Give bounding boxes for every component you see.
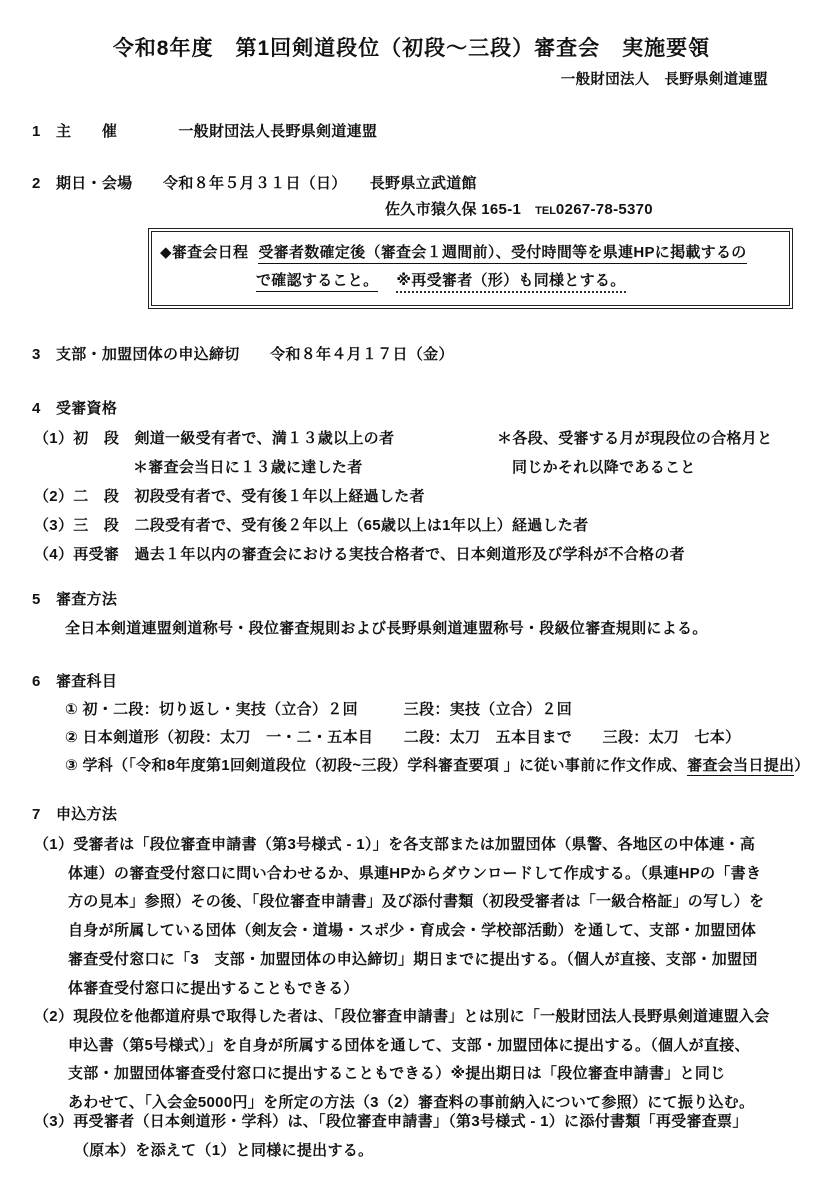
doc-organization: 一般財団法人 長野県剣道連盟 xyxy=(560,72,768,88)
venue-address: 佐久市猿久保 165-1 xyxy=(385,201,522,218)
subjects-list xyxy=(65,696,810,780)
application-p1-line3: 方の見本」参照）その後、「段位審査申請書」及び添付書類（初段受審者は「一級合格証」の写し）を xyxy=(68,893,765,911)
eligibility-list xyxy=(34,424,804,569)
method-body: 全日本剣道連盟剣道称号・段位審査規則および長野県剣道連盟称号・段級位審査規則による。 xyxy=(65,620,708,637)
eligibility-note-right-2: 同じかそれ以降であること xyxy=(512,459,696,476)
schedule-instruction-part2: で確認すること。 xyxy=(256,272,378,292)
doc-title: 令和8年度 第1回剣道段位（初段～三段）審査会 実施要領 xyxy=(112,37,711,60)
section-eligibility-heading: 4 受審資格 xyxy=(32,400,118,417)
section-application-heading: 7 申込方法 xyxy=(32,806,118,823)
application-para-3 xyxy=(34,1108,748,1165)
application-p3-line1: （3）再受審者（日本剣道形・学科）は、「段位審査申請書」（第3号様式 - 1）に添付書類「再受審査票」 xyxy=(34,1113,748,1130)
eligibility-sandan-text: （3）三 段 二段受有者で、受有後２年以上（65歳以上は1年以上）経過した者 xyxy=(34,517,589,534)
eligibility-nidan-text: （2）二 段 初段受有者で、受有後１年以上経過した者 xyxy=(34,488,425,505)
application-para-1 xyxy=(34,831,764,1003)
subject-item-3 xyxy=(65,752,810,780)
eligibility-shodan-text: （1）初 段 剣道一級受有者で、満１３歳以上の者 xyxy=(34,430,395,447)
application-p1-line5: 審査受付窓口に「3 支部・加盟団体の申込締切」期日までに提出する。（個人が直接、支部・加盟団 xyxy=(68,950,758,968)
subject-item-3-post: ） xyxy=(794,757,810,774)
eligibility-row-shodan xyxy=(34,424,804,453)
application-para-2 xyxy=(34,1003,770,1118)
section-deadline: 3 支部・加盟団体の申込締切 令和８年４月１７日（金） xyxy=(32,346,454,363)
application-p1-line6: 体審査受付窓口に提出することもできる） xyxy=(68,979,359,997)
eligibility-row-sandan xyxy=(34,511,804,540)
schedule-instruction-part1: 受審者数確定後（審査会１週間前）、受付時間等を県連HPに掲載するの xyxy=(258,244,746,264)
tel-label: TEL xyxy=(535,205,556,217)
eligibility-shodan-note-text: ＊審査会当日に１３歳に達した者 xyxy=(133,459,363,476)
application-p2-line4: あわせて、「入会金5000円」を所定の方法（3（2）審査料の事前納入について参照）にて振り込む。 xyxy=(68,1094,755,1112)
application-p1-line2: 体連）の審査受付窓口に問い合わせるか、県連HPからダウンロードして作成する。（県連HPの「書き xyxy=(68,864,762,882)
schedule-box xyxy=(148,228,793,309)
venue-tel: 0267-78-5370 xyxy=(555,201,653,218)
application-p1-line1: （1）受審者は「段位審査申請書（第3号様式 - 1）」を各支部または加盟団体（県警、各地区の中体連・高 xyxy=(34,836,756,853)
schedule-note: ※再受審者（形）も同様とする。 xyxy=(396,272,625,293)
subject-item-1: ① 初・二段：切り返し・実技（立合）２回 三段：実技（立合）２回 xyxy=(65,701,573,718)
schedule-box-inner xyxy=(151,231,790,306)
section-method-heading: 5 審査方法 xyxy=(32,591,118,608)
subject-item-2: ② 日本剣道形（初段：太刀 一・二・五本目 二段：太刀 五本目まで 三段：太刀 七本） xyxy=(65,729,741,746)
venue-address-line xyxy=(385,198,653,219)
section-subjects-heading: 6 審査科目 xyxy=(32,673,118,690)
schedule-box-line-1 xyxy=(160,239,781,267)
eligibility-note-right-1: ＊各段、受審する月が現段位の合格月と xyxy=(497,430,773,447)
application-p1-line4: 自身が所属している団体（剣友会・道場・スポ少・育成会・学校部活動）を通して、支部・加盟団体 xyxy=(68,922,757,940)
eligibility-row-saijushin xyxy=(34,540,804,569)
application-p2-line3: 支部・加盟団体審査受付窓口に提出することもできる）※提出期日は「段位審査申請書」と同じ xyxy=(68,1065,726,1083)
schedule-box-line-2 xyxy=(160,267,781,295)
subject-item-3-underlined: 審査会当日提出 xyxy=(687,757,795,774)
application-p3-line2: （原本）を添えて（1）と同様に提出する。 xyxy=(74,1141,374,1159)
eligibility-row-nidan xyxy=(34,482,804,511)
eligibility-saijushin-text: （4）再受審 過去１年以内の審査会における実技合格者で、日本剣道形及び学科が不合格の者 xyxy=(34,546,685,563)
section-host: 1 主 催 一般財団法人長野県剣道連盟 xyxy=(32,123,378,140)
diamond-bullet-label: ◆審査会日程 xyxy=(160,244,249,261)
section-venue: 2 期日・会場 令和８年５月３１日（日） 長野県立武道館 xyxy=(32,175,477,192)
application-p2-line2: 申込書（第5号様式）」を自身が所属する団体を通して、支部・加盟団体に提出する。（個人が直接、 xyxy=(68,1036,750,1054)
subject-item-3-pre: ③ 学科（「令和8年度第1回剣道段位（初段~三段）学科審査要項 」に従い事前に作文作成、 xyxy=(65,757,688,774)
application-p2-line1: （2）現段位を他都道府県で取得した者は、「段位審査申請書」とは別に「一般財団法人長野県剣道連盟入会 xyxy=(34,1008,770,1025)
eligibility-row-shodan-note xyxy=(34,453,804,482)
